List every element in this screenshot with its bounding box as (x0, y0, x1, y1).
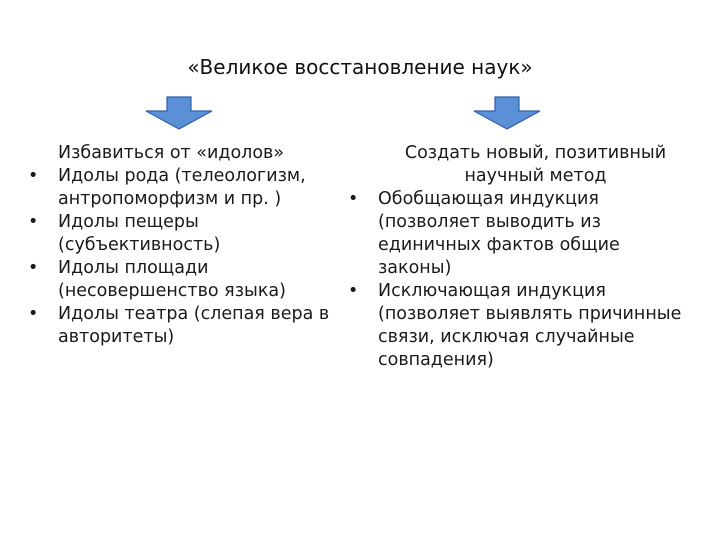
list-item: • Обобщающая индукция (позволяет выводить из единичных фактов общие законы) (348, 189, 620, 278)
bullet-icon: • (348, 189, 359, 209)
left-heading: Избавиться от «идолов» (58, 143, 285, 163)
list-item: • Исключающая индукция (позволяет выявлять причинные связи, исключая случайные совпадения) (348, 281, 682, 370)
bullet-icon: • (28, 258, 39, 278)
list-item: • Идолы площади (несовершенство языка) (28, 258, 286, 301)
list-item: • Идолы пещеры (субъективность) (28, 212, 221, 255)
bullet-icon: • (348, 281, 359, 301)
list-item: • Идолы театра (слепая вера в авторитеты) (28, 304, 330, 347)
left-list (28, 165, 348, 349)
right-list (348, 188, 693, 372)
right-heading: Создать новый, позитивный научный метод (404, 143, 667, 186)
list-item: • Идолы рода (телеологизм, антропоморфизм и пр. ) (28, 166, 306, 209)
bullet-icon: • (28, 212, 39, 232)
slide-title: «Великое восстановление наук» (187, 55, 533, 79)
arrow-down-left-icon (145, 96, 213, 130)
left-column (28, 142, 348, 349)
bullet-icon: • (28, 304, 39, 324)
arrow-down-right-icon (473, 96, 541, 130)
right-column (348, 142, 693, 372)
bullet-icon: • (28, 166, 39, 186)
